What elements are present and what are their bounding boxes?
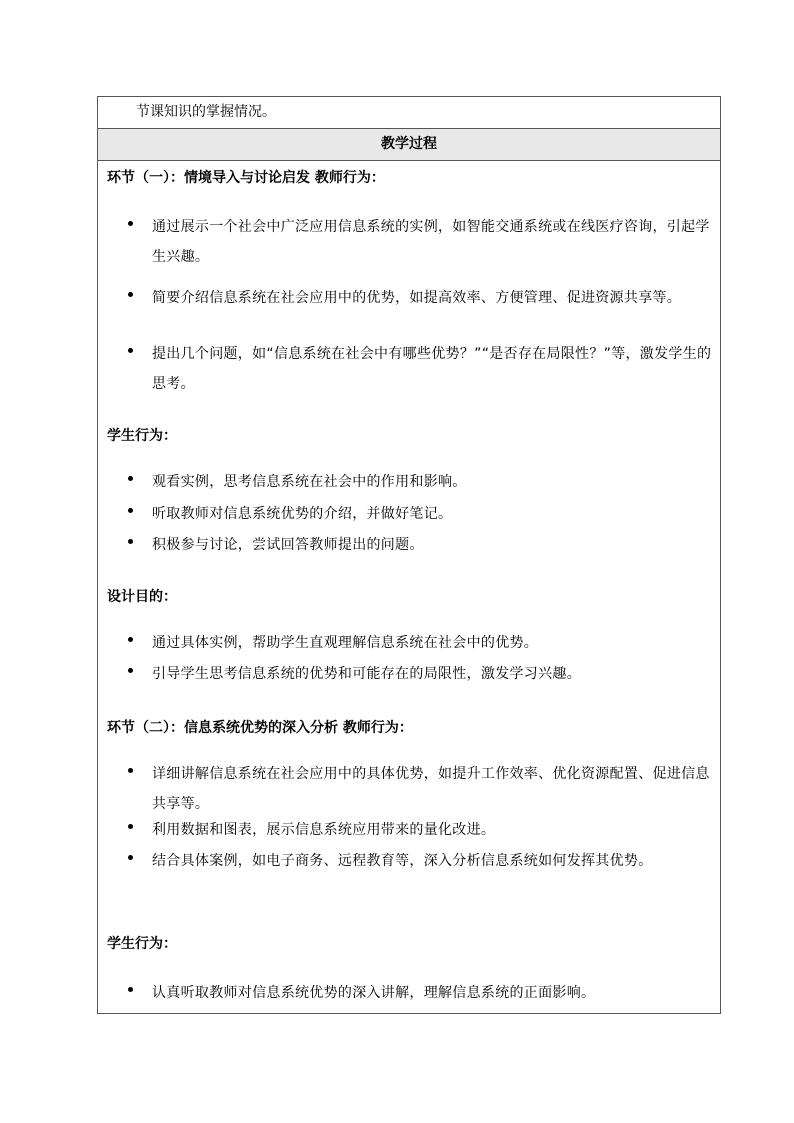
previous-row-text: 节课知识的掌握情况。 xyxy=(98,97,720,129)
bullet-icon xyxy=(128,476,133,481)
section-header: 教学过程 xyxy=(98,129,720,161)
list-item-text: 引导学生思考信息系统的优势和可能存在的局限性，激发学习兴趣。 xyxy=(152,666,581,682)
bullet-icon xyxy=(128,855,133,860)
list-item-text: 简要介绍信息系统在社会应用中的优势，如提高效率、方便管理、促进资源共享等。 xyxy=(152,290,682,306)
list-item-text: 结合具体案例，如电子商务、远程教育等，深入分析信息系统如何发挥其优势。 xyxy=(152,853,653,869)
bullet-icon xyxy=(128,987,133,992)
bullet-icon xyxy=(128,668,133,673)
bullet-icon xyxy=(128,508,133,513)
list-item-text: 详细讲解信息系统在社会应用中的具体优势，如提升工作效率、优化资源配置、促进信息共享等。 xyxy=(152,766,710,812)
bullet-icon xyxy=(128,539,133,544)
list-item-text: 通过展示一个社会中广泛应用信息系统的实例，如智能交通系统或在线医疗咨询，引起学生兴趣。 xyxy=(152,219,710,265)
bullet-icon xyxy=(128,824,133,829)
segment-heading: 学生行为： xyxy=(107,936,177,952)
list-item-text: 提出几个问题，如“信息系统在社会中有哪些优势？”“是否存在局限性？”等，激发学生的思考。 xyxy=(152,346,712,392)
list-item-text: 积极参与讨论，尝试回答教师提出的问题。 xyxy=(152,537,424,553)
segment-heading: 设计目的： xyxy=(107,589,177,605)
bullet-icon xyxy=(128,221,133,226)
segment-heading: 学生行为： xyxy=(107,428,177,444)
bullet-icon xyxy=(128,292,133,297)
list-item-text: 观看实例，思考信息系统在社会中的作用和影响。 xyxy=(152,474,467,490)
list-item-text: 认真听取教师对信息系统优势的深入讲解，理解信息系统的正面影响。 xyxy=(152,985,596,1001)
list-item-text: 通过具体实例，帮助学生直观理解信息系统在社会中的优势。 xyxy=(152,635,539,651)
bullet-icon xyxy=(128,637,133,642)
list-item-text: 听取教师对信息系统优势的介绍，并做好笔记。 xyxy=(152,506,453,522)
bullet-icon xyxy=(128,768,133,773)
lesson-table xyxy=(97,96,721,1014)
bullet-icon xyxy=(128,348,133,353)
segment-heading: 环节（二）：信息系统优势的深入分析 教师行为： xyxy=(107,720,413,736)
segment-heading: 环节（一）：情境导入与讨论启发 教师行为： xyxy=(107,170,385,186)
list-item-text: 利用数据和图表，展示信息系统应用带来的量化改进。 xyxy=(152,822,496,838)
